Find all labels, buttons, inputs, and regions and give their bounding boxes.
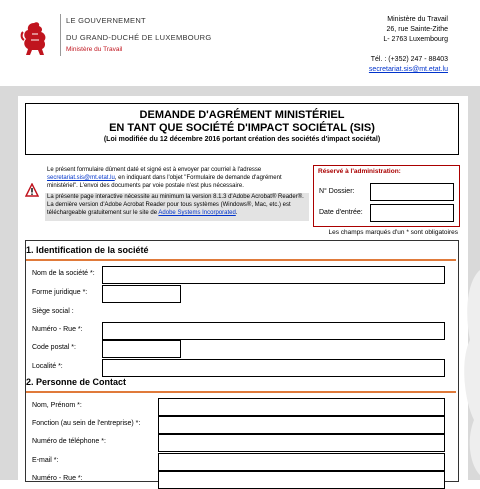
label-contact-street: Numéro - Rue *: bbox=[32, 475, 83, 482]
contact-email-field[interactable] bbox=[158, 453, 445, 471]
label-seat-city: Localité *: bbox=[32, 363, 63, 370]
label-seat-street: Numéro - Rue *: bbox=[32, 326, 83, 333]
info-paragraph-acrobat: La présente page interactive nécessite au minimum la version 8.1.3 d'Adobe Acrobat® Reader®. La dernière version d'Adobe Acrobat Reader pour tous systèmes (Windows®, Mac, etc.) est téléchargeable gratuitement sur le site de Adobe Systems Incorporated. bbox=[45, 193, 309, 221]
section2-title: 2. Personne de Contact bbox=[26, 377, 456, 387]
contact-function-field[interactable] bbox=[158, 416, 445, 434]
ministry-name: Ministère du Travail bbox=[66, 46, 123, 53]
info-box bbox=[25, 163, 308, 223]
company-name-field[interactable] bbox=[102, 266, 445, 284]
title-box bbox=[25, 103, 459, 155]
section2-rule bbox=[26, 391, 456, 393]
label-contact-function: Fonction (au sein de l'entreprise) *: bbox=[32, 420, 141, 427]
luxembourg-lion-icon bbox=[20, 20, 50, 58]
address-street: 26, rue Sainte-Zithe bbox=[386, 26, 448, 33]
address-name: Ministère du Travail bbox=[387, 16, 448, 23]
address-block bbox=[369, 15, 448, 75]
label-legal-form: Forme juridique *: bbox=[32, 289, 88, 296]
address-city: L- 2763 Luxembourg bbox=[383, 36, 448, 43]
entry-date-field[interactable] bbox=[370, 204, 454, 222]
label-contact-email: E-mail *: bbox=[32, 457, 59, 464]
address-phone: Tél. : (+352) 247 - 88403 bbox=[370, 56, 448, 63]
address-email-link[interactable]: secretariat.sis@mt.etat.lu bbox=[368, 66, 448, 73]
info-email-link[interactable]: secretariat.sis@mt.etat.lu bbox=[47, 175, 115, 181]
label-contact-name: Nom, Prénom *: bbox=[32, 402, 82, 409]
seat-city-field[interactable] bbox=[102, 359, 445, 377]
legal-form-field[interactable] bbox=[102, 285, 181, 303]
admin-title: Réservé à l'administration: bbox=[318, 168, 401, 175]
entry-date-label: Date d'entrée: bbox=[319, 209, 363, 216]
info-paragraph-email: Le présent formulaire dûment daté et signé est à envoyer par courriel à l'adresse secretariat.sis@mt.etat.lu, en indiquant dans l'objet "Formulaire de demande d'agrément ministériel". L'envoi des documents par voie postale n'est plus nécessaire. bbox=[47, 167, 282, 189]
contact-name-field[interactable] bbox=[158, 398, 445, 416]
label-contact-phone: Numéro de téléphone *: bbox=[32, 438, 106, 445]
contact-street-field[interactable] bbox=[158, 471, 445, 489]
section1-title: 1. Identification de la société bbox=[26, 245, 456, 255]
adobe-link[interactable]: Adobe Systems Incorporated bbox=[158, 210, 236, 216]
title-law: (Loi modifiée du 12 décembre 2016 portant création des sociétés d'impact sociétal) bbox=[103, 136, 381, 143]
label-seat-postcode: Code postal *: bbox=[32, 344, 76, 351]
admin-box bbox=[313, 165, 460, 227]
label-seat: Siège social : bbox=[32, 308, 74, 315]
gov-line2: DU GRAND-DUCHÉ DE LUXEMBOURG bbox=[66, 33, 212, 42]
title-line2: EN TANT QUE SOCIÉTÉ D'IMPACT SOCIÉTAL (SIS) bbox=[109, 122, 375, 134]
seat-street-field[interactable] bbox=[102, 322, 445, 340]
warning-icon bbox=[25, 183, 39, 197]
dossier-label: N° Dossier: bbox=[319, 188, 355, 195]
gov-line1: LE GOUVERNEMENT bbox=[66, 16, 146, 25]
header-divider bbox=[60, 14, 61, 56]
label-company-name: Nom de la société *: bbox=[32, 270, 95, 277]
title-line1: DEMANDE D'AGRÉMENT MINISTÉRIEL bbox=[139, 109, 345, 121]
dossier-field[interactable] bbox=[370, 183, 454, 201]
contact-phone-field[interactable] bbox=[158, 434, 445, 452]
required-note: Les champs marqués d'un * sont obligatoires bbox=[328, 229, 458, 236]
section1-rule bbox=[26, 259, 456, 261]
seat-postcode-field[interactable] bbox=[102, 340, 181, 358]
